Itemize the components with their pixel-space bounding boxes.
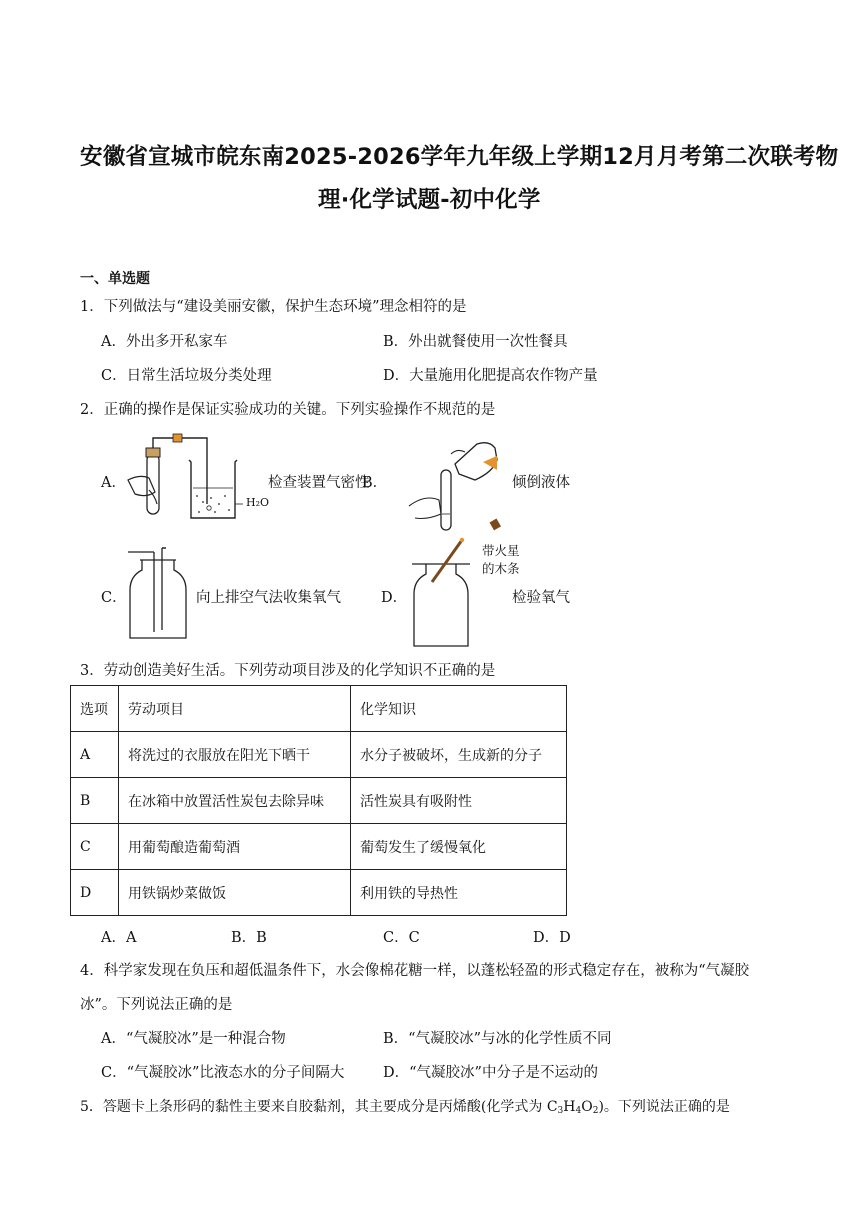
q3-option-d: D．D (533, 930, 571, 946)
q4-option-a: A．“气凝胶冰”是一种混合物 (101, 1031, 286, 1047)
q3-option-a: A．A (101, 930, 137, 946)
upward-air-collection-figure (126, 546, 190, 641)
q2-option-b-label: 倾倒液体 (512, 475, 570, 491)
table-cell: 将洗过的衣服放在阳光下晒干 (119, 732, 351, 778)
table-row (71, 870, 567, 916)
q1-option-d: D．大量施用化肥提高农作物产量 (383, 368, 598, 384)
q2-option-b-letter: B． (362, 475, 388, 491)
q5-stem-text: 5．答题卡上条形码的黏性主要来自胶黏剂，其主要成分是丙烯酸(化学式为 C (80, 1099, 558, 1115)
question-1-stem: 1．下列做法与“建设美丽安徽，保护生态环境”理念相符的是 (80, 299, 467, 315)
table-header-cell: 化学知识 (351, 686, 567, 732)
table-header-cell: 劳动项目 (119, 686, 351, 732)
splint-note-2: 的木条 (482, 561, 520, 576)
splint-note-1: 带火星 (482, 543, 520, 558)
table-cell: 用葡萄酿造葡萄酒 (119, 824, 351, 870)
question-4-stem-line2: 冰”。下列说法正确的是 (80, 997, 233, 1013)
oxygen-test-figure (410, 538, 474, 650)
table-cell: 活性炭具有吸附性 (351, 778, 567, 824)
q1-option-c: C．日常生活垃圾分类处理 (101, 368, 272, 384)
water-label: H₂O (246, 496, 270, 509)
q4-option-d: D．“气凝胶冰”中分子是不运动的 (383, 1065, 598, 1081)
q4-option-b: B．“气凝胶冰”与冰的化学性质不同 (383, 1031, 612, 1047)
table-cell: C (71, 824, 119, 870)
question-2-stem: 2．正确的操作是保证实验成功的关键。下列实验操作不规范的是 (80, 402, 496, 418)
q2-option-c-letter: C． (101, 590, 127, 606)
q2-option-c-label: 向上排空气法收集氧气 (196, 590, 341, 606)
q5-stem-text: )。下列说法正确的是 (598, 1099, 730, 1115)
q2-option-a-letter: A． (101, 475, 126, 491)
q2-option-d-letter: D． (381, 590, 408, 606)
q1-option-b: B．外出就餐使用一次性餐具 (383, 334, 568, 350)
formula-subscript: 2 (592, 1106, 599, 1116)
table-cell: 在冰箱中放置活性炭包去除异味 (119, 778, 351, 824)
table-row (71, 732, 567, 778)
formula-element: O (581, 1099, 593, 1115)
q3-option-c: C．C (383, 930, 420, 946)
table-cell: B (71, 778, 119, 824)
table-cell: 用铁锅炒菜做饭 (119, 870, 351, 916)
table-cell: 葡萄发生了缓慢氧化 (351, 824, 567, 870)
doc-title-line1: 安徽省宣城市皖东南2025-2026学年九年级上学期12月月考第二次联考物 (80, 144, 839, 170)
section-heading: 一、单选题 (80, 271, 150, 287)
q3-option-b: B．B (231, 930, 267, 946)
question-3-stem: 3．劳动创造美好生活。下列劳动项目涉及的化学知识不正确的是 (80, 663, 496, 679)
table-header-row (71, 686, 567, 732)
table-header-cell: 选项 (71, 686, 119, 732)
table-cell: 利用铁的导热性 (351, 870, 567, 916)
q2-option-a-label: 检查装置气密性 (268, 475, 370, 491)
table-cell: D (71, 870, 119, 916)
q1-option-a: A．外出多开私家车 (101, 334, 228, 350)
table-row (71, 824, 567, 870)
airtightness-check-figure (125, 432, 265, 522)
question-4-stem-line1: 4．科学家发现在负压和超低温条件下，水会像棉花糖一样，以蓬松轻盈的形式稳定存在，被称为“气凝胶 (80, 963, 750, 979)
formula-element: H (563, 1099, 576, 1115)
question-5-stem (80, 1096, 730, 1116)
labor-knowledge-table (70, 685, 567, 916)
pour-liquid-figure (405, 440, 505, 535)
q2-option-d-label: 检验氧气 (512, 590, 570, 606)
table-cell: A (71, 732, 119, 778)
q4-option-c: C．“气凝胶冰”比液态水的分子间隔大 (101, 1065, 345, 1081)
table-cell: 水分子被破坏，生成新的分子 (351, 732, 567, 778)
table-row (71, 778, 567, 824)
formula-subscript: 4 (575, 1106, 582, 1116)
formula-subscript: 3 (557, 1106, 564, 1116)
doc-title-line2: 理·化学试题-初中化学 (318, 187, 541, 213)
